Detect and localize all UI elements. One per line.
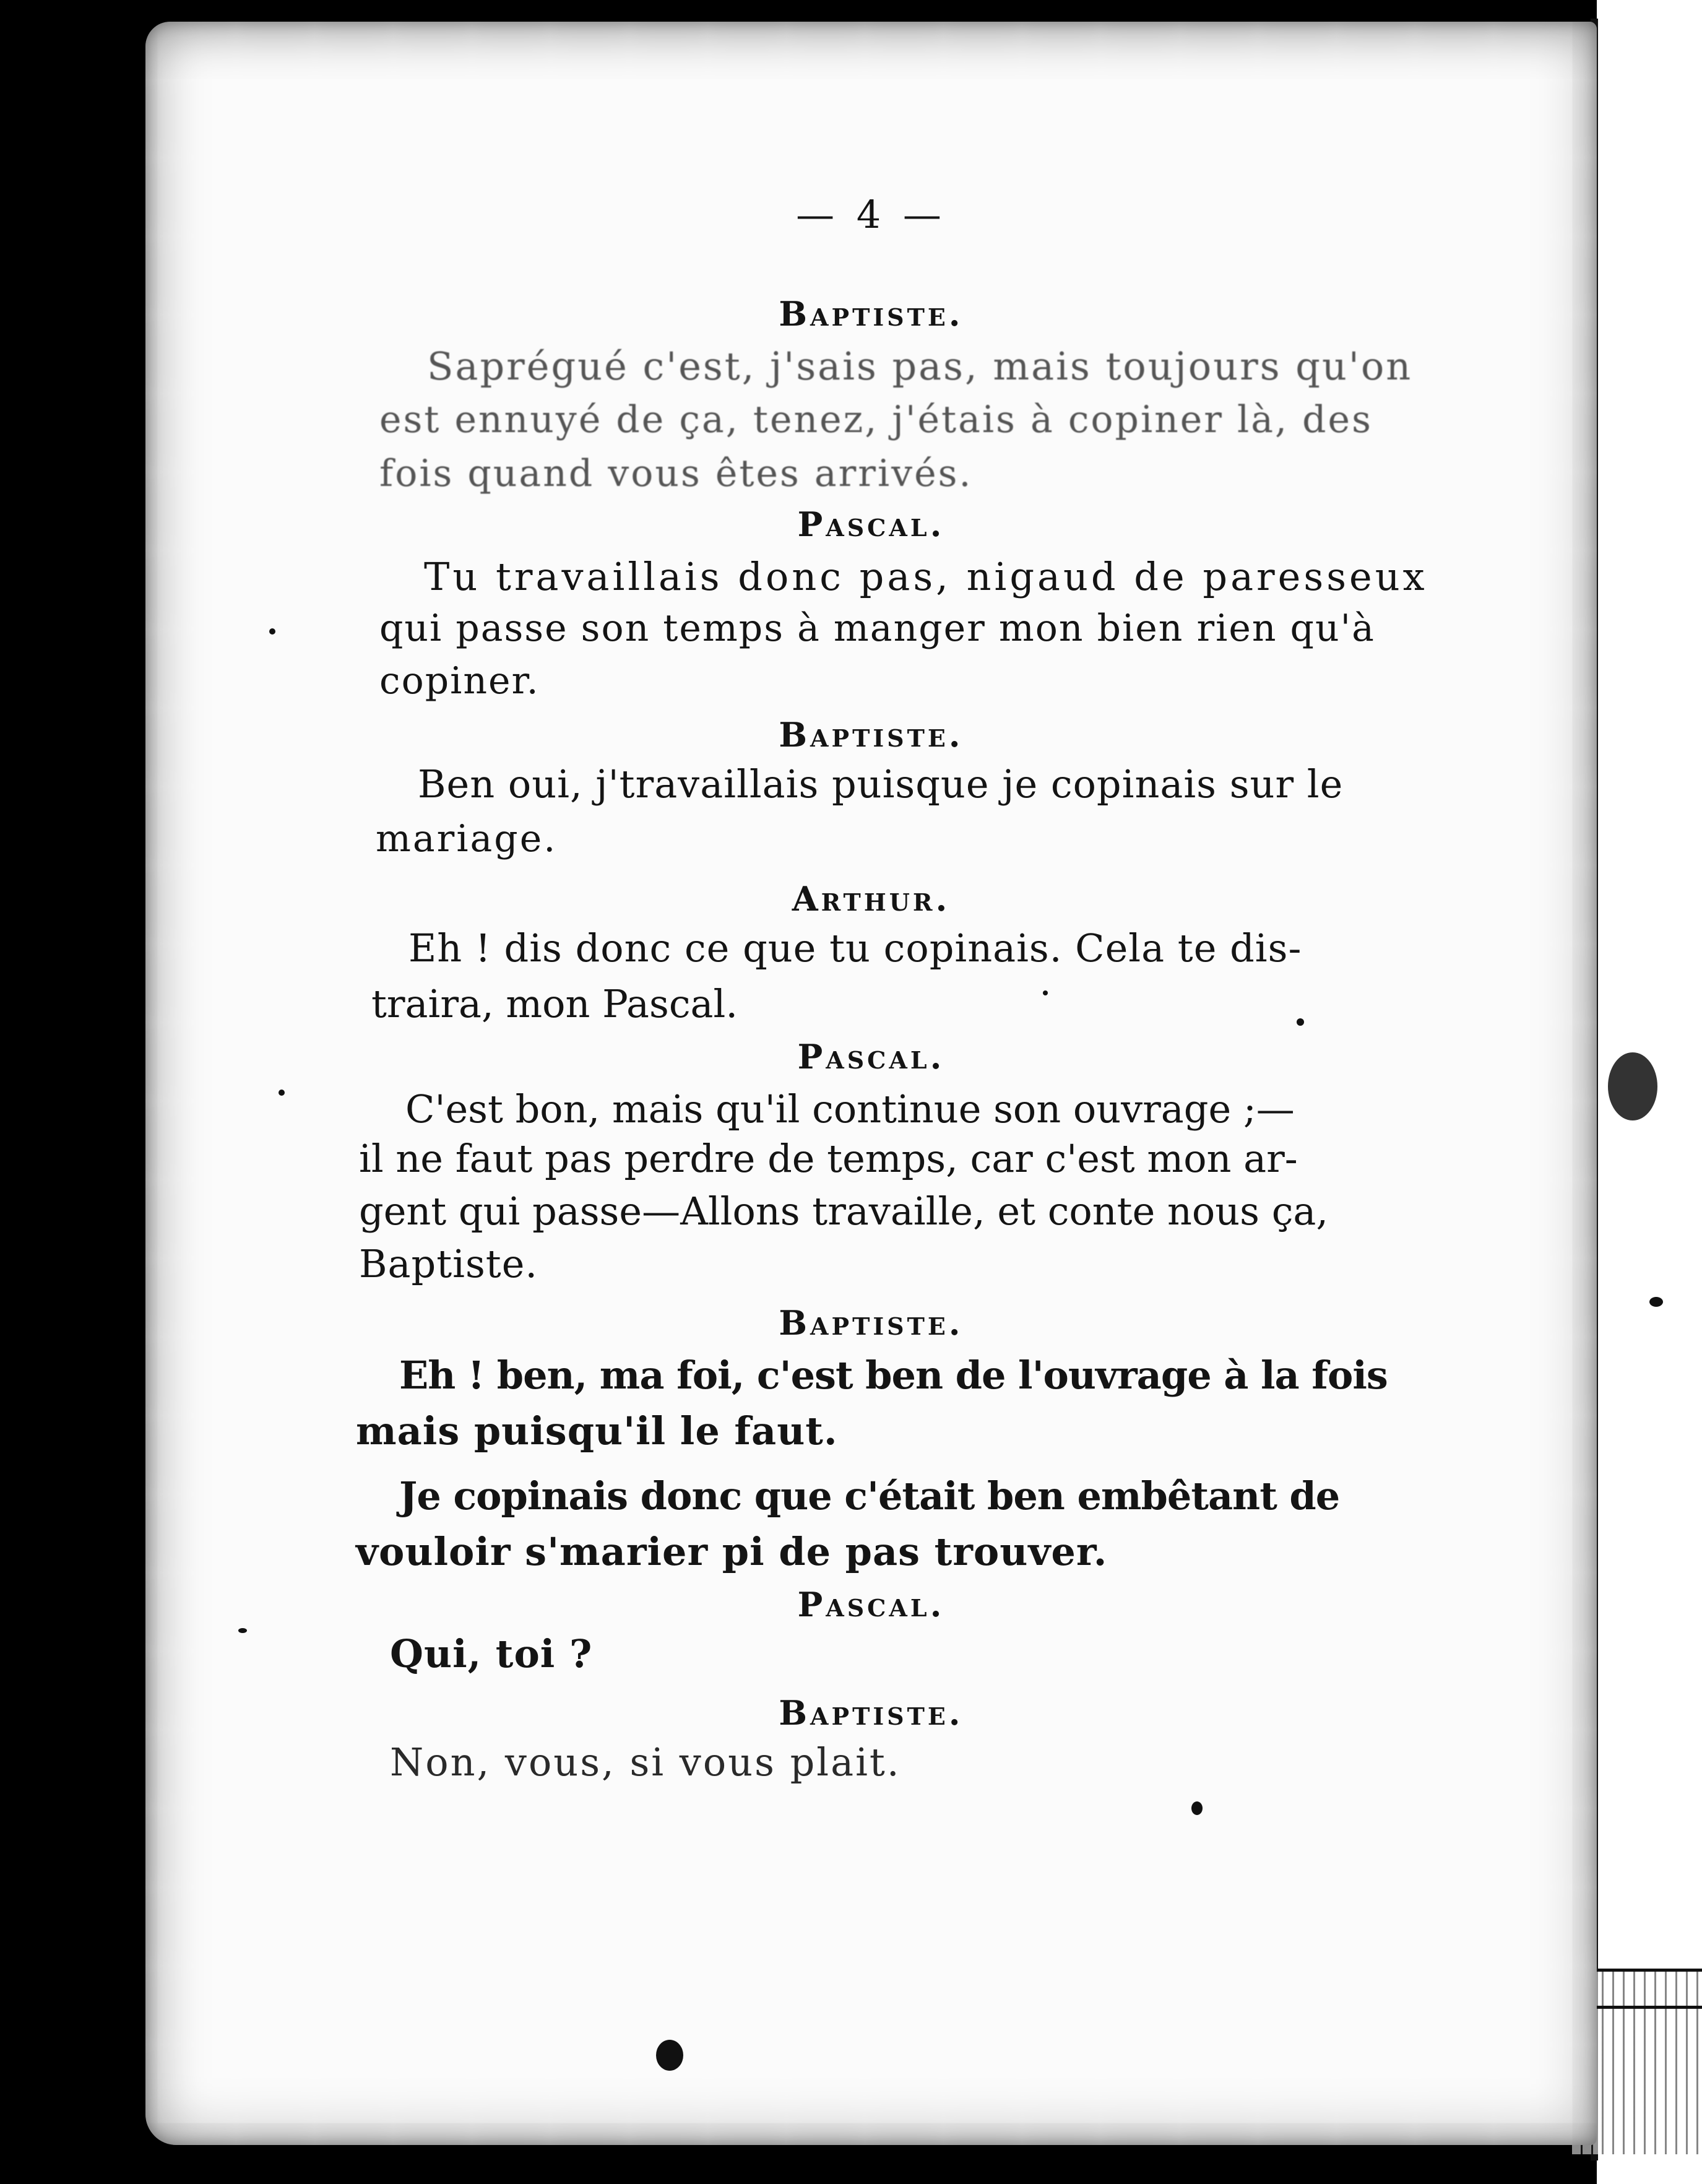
- dialogue-line: est ennuyé de ça, tenez, j'étais à copiner là, des: [379, 398, 1373, 441]
- speaker-heading: Arthur.: [792, 879, 951, 919]
- ink-speck: [269, 628, 275, 635]
- ink-speck: [1649, 1297, 1663, 1307]
- dialogue-line: Je copinais donc que c'était ben embêtant de: [399, 1473, 1340, 1519]
- dialogue-line: C'est bon, mais qu'il continue son ouvrage ;—: [405, 1086, 1295, 1132]
- dialogue-line: Non, vous, si vous plait.: [390, 1740, 901, 1785]
- speaker-heading: Baptiste.: [779, 715, 964, 755]
- speaker-heading: Pascal.: [797, 505, 945, 544]
- dialogue-line: Baptiste.: [359, 1241, 538, 1286]
- dialogue-line: traira, mon Pascal.: [371, 981, 738, 1026]
- dialogue-line: mariage.: [376, 817, 558, 860]
- ink-speck: [279, 1090, 285, 1096]
- ink-speck: [1297, 1018, 1304, 1026]
- page-text: [145, 22, 1597, 2145]
- dialogue-line: qui passe son temps à manger mon bien rien qu'à: [379, 607, 1375, 650]
- dialogue-line: copiner.: [379, 659, 540, 703]
- ink-blot: [1608, 1052, 1657, 1120]
- speaker-heading: Baptiste.: [779, 1303, 964, 1343]
- book-page: [145, 22, 1597, 2145]
- speaker-heading: Baptiste.: [779, 294, 964, 334]
- page-number: — 4 —: [796, 192, 946, 237]
- dialogue-line: Eh ! dis donc ce que tu copinais. Cela te dis-: [408, 925, 1302, 971]
- speaker-heading: Pascal.: [797, 1585, 945, 1624]
- dialogue-line: mais puisqu'il le faut.: [356, 1408, 838, 1454]
- dialogue-line: vouloir s'marier pi de pas trouver.: [356, 1529, 1108, 1574]
- dialogue-line: Qui, toi ?: [390, 1631, 593, 1676]
- ink-speck: [1191, 1801, 1203, 1815]
- ink-speck: [656, 2040, 683, 2071]
- dialogue-line: Eh ! ben, ma foi, c'est ben de l'ouvrage à la fois: [399, 1353, 1388, 1398]
- dialogue-line: Ben oui, j'travaillais puisque je copinais sur le: [418, 761, 1344, 807]
- dialogue-line: Tu travaillais donc pas, nigaud de paresseux: [424, 554, 1428, 599]
- dialogue-line: il ne faut pas perdre de temps, car c'est mon ar-: [359, 1136, 1298, 1181]
- dialogue-line: gent qui passe—Allons travaille, et conte nous ça,: [359, 1189, 1329, 1234]
- dialogue-line: Saprégué c'est, j'sais pas, mais toujours qu'on: [427, 344, 1413, 389]
- ink-speck: [238, 1628, 247, 1633]
- dialogue-line: fois quand vous êtes arrivés.: [379, 452, 973, 495]
- speaker-heading: Baptiste.: [779, 1693, 964, 1733]
- ink-speck: [1043, 990, 1048, 995]
- speaker-heading: Pascal.: [797, 1037, 945, 1077]
